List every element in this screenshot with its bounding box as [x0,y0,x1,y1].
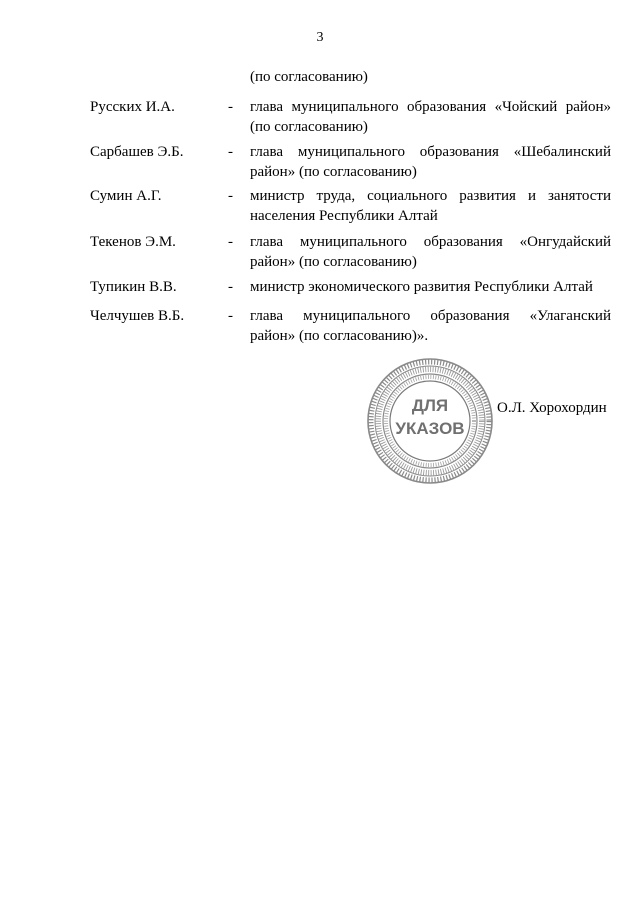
list-item [90,306,611,346]
member-name: Сарбашев Э.Б. [90,144,184,160]
member-role [250,232,611,272]
member-role [250,186,611,226]
member-role-line: район» (по согласованию) [250,164,417,180]
member-role-line: глава муниципального образования «Улаганский [250,308,611,324]
member-role-line: глава муниципального образования «Онгудайский [250,234,611,250]
member-name: Тупикин В.В. [90,279,177,295]
member-name: Челчушев В.Б. [90,308,185,324]
list-item [90,97,611,137]
dash: - [228,144,233,160]
member-role [250,142,611,182]
member-role-line: район» (по согласованию) [250,254,417,270]
member-role-line: населения Республики Алтай [250,208,438,224]
dash: - [228,99,233,115]
member-role-line: министр экономического развития Республики Алтай [250,279,593,295]
list-item [90,277,611,297]
member-name: Русских И.А. [90,99,175,115]
member-role [250,277,611,297]
seal-line-2: УКАЗОВ [395,419,465,438]
list-item [90,186,611,226]
dash: - [228,234,233,250]
member-role-line: глава муниципального образования «Шебалинский [250,144,611,160]
dash: - [228,279,233,295]
continuation-note: (по согласованию) [250,69,368,85]
dash: - [228,308,233,324]
member-name: Текенов Э.М. [90,234,176,250]
member-role [250,306,611,346]
signatory-name: О.Л. Хорохордин [497,400,607,416]
list-item [90,232,611,272]
seal-line-1: ДЛЯ [411,396,449,415]
list-item [90,142,611,182]
member-name: Сумин А.Г. [90,188,162,204]
dash: - [228,188,233,204]
page-number: 3 [316,30,324,45]
member-role [250,97,611,137]
seal-stamp [366,357,494,485]
member-role-line: (по согласованию) [250,119,368,135]
member-role-line: министр труда, социального развития и занятости [250,188,611,204]
member-role-line: район» (по согласованию)». [250,328,429,344]
member-role-line: глава муниципального образования «Чойский район» [250,99,611,115]
